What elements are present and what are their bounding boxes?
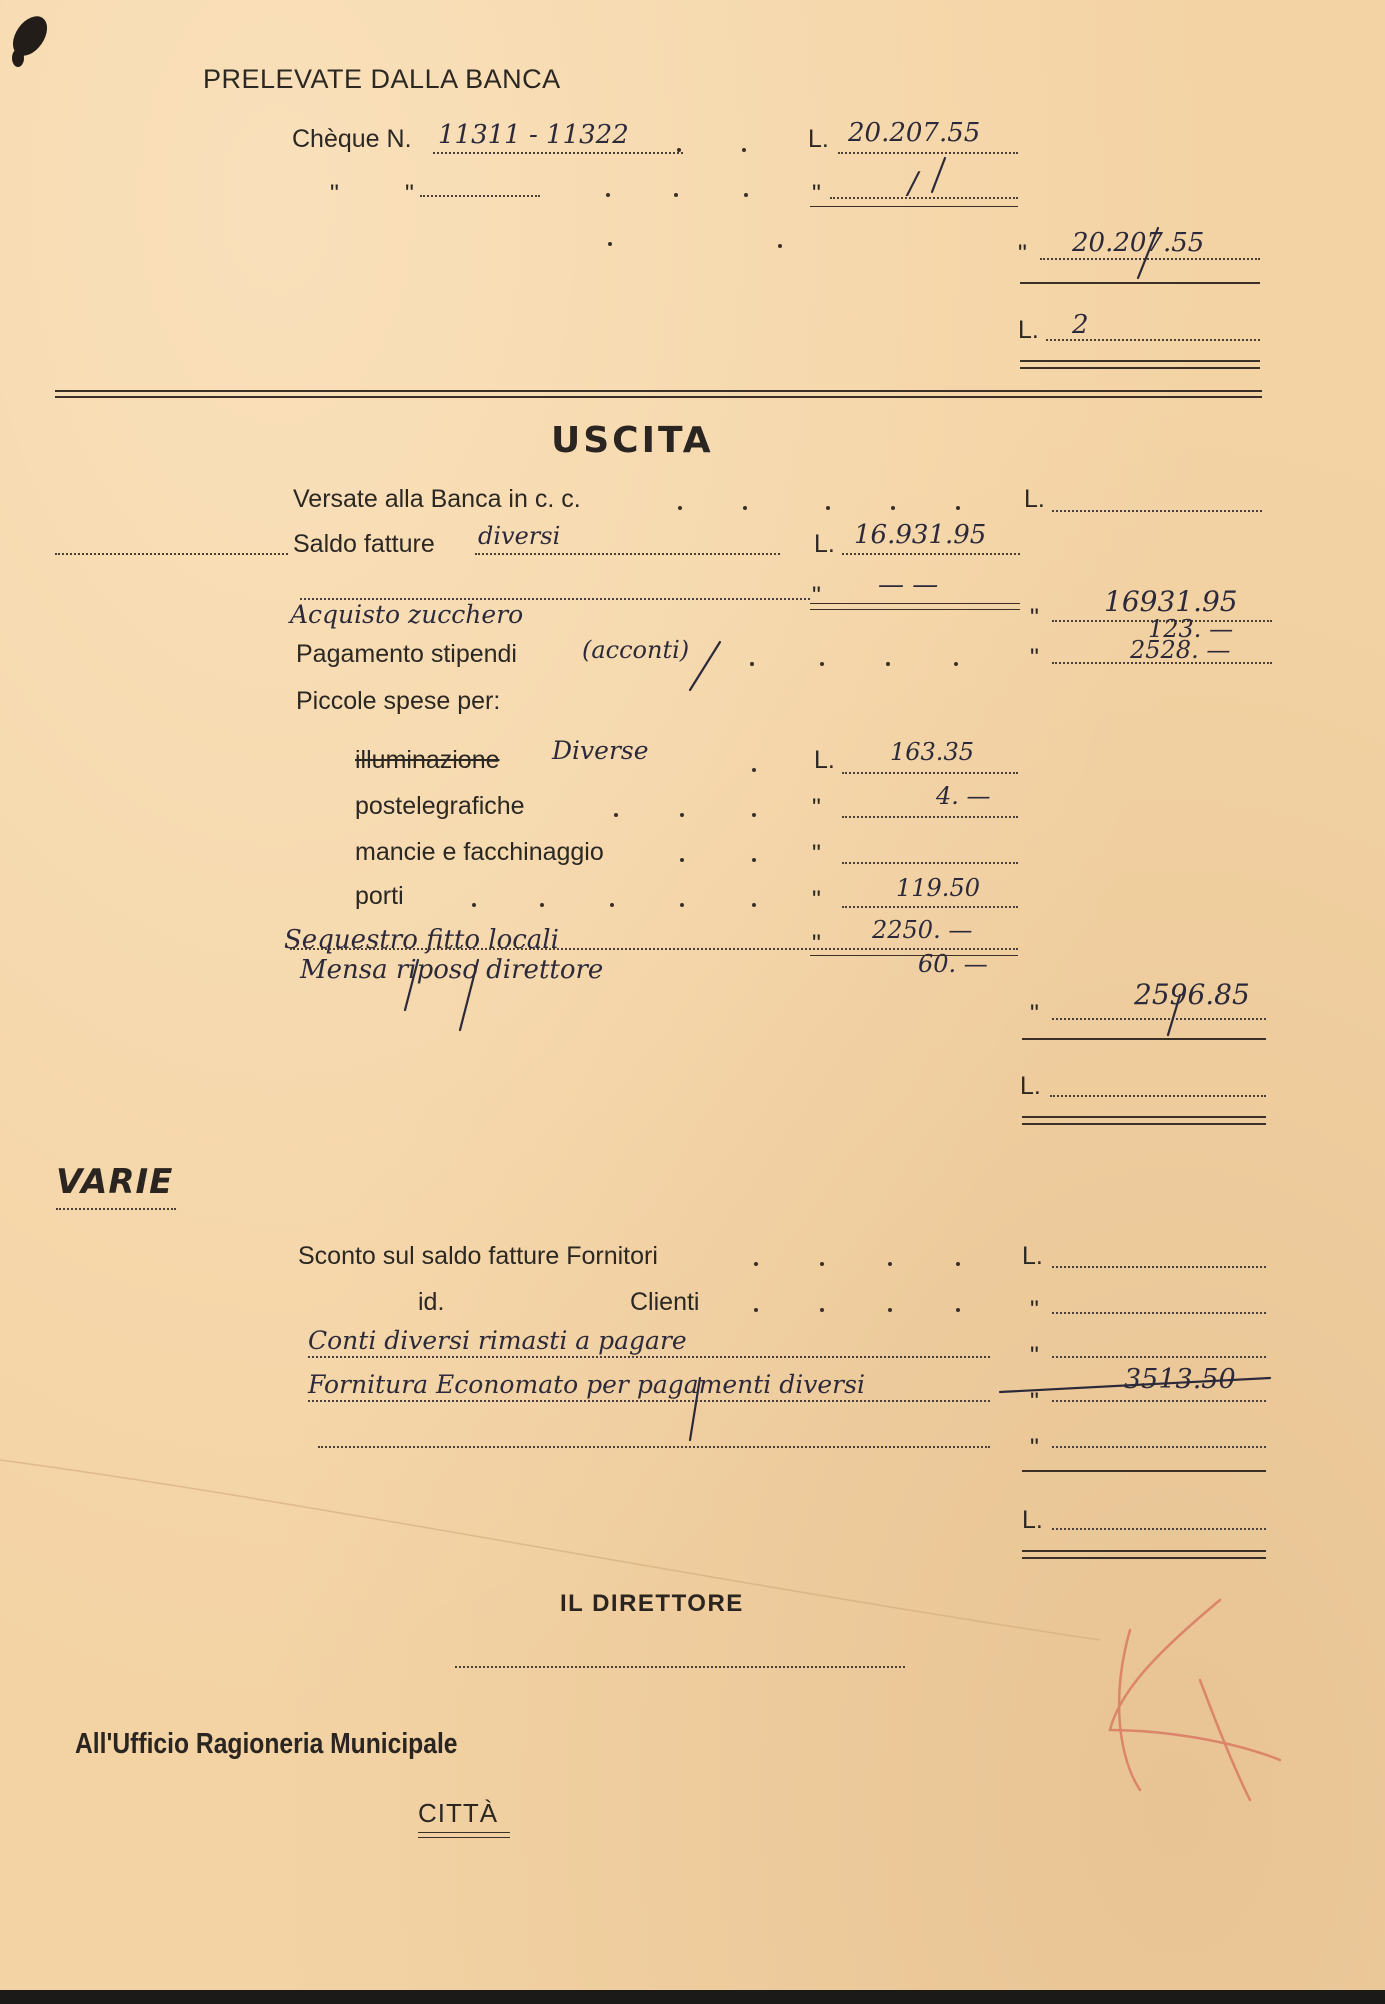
- cheque-amount: 20.207.55: [848, 118, 981, 148]
- pen-stroke: [405, 960, 478, 1030]
- currency-label: L.: [808, 125, 829, 153]
- currency-label: L.: [1022, 1506, 1043, 1534]
- stipendi-label: Pagamento stipendi: [296, 640, 517, 668]
- ditto-mark: ": [1030, 1434, 1039, 1462]
- ditto-mark: ": [812, 930, 821, 958]
- pen-strikethrough: [1000, 1378, 1270, 1392]
- clienti-label: Clienti: [630, 1288, 700, 1316]
- stipendi-note: (acconti): [582, 636, 690, 664]
- ditto-mark: ": [1030, 1388, 1039, 1416]
- extra-item-amount-sequestro: 2250. —: [872, 916, 973, 944]
- piccole-label: Piccole spese per:: [296, 687, 501, 715]
- item-label-mancie: mancie e facchinaggio: [355, 838, 604, 866]
- ditto-mark: ": [405, 180, 414, 208]
- currency-label: L.: [814, 530, 835, 558]
- red-pencil-mark: [1110, 1600, 1280, 1800]
- currency-label: L.: [1018, 316, 1039, 344]
- stipendi-amount: 2528. —: [1130, 636, 1231, 664]
- ditto-mark: ": [812, 582, 821, 610]
- extra-item-amount-mensa: 60. —: [918, 950, 988, 978]
- ditto-mark: ": [1030, 1342, 1039, 1370]
- saldo-total: 16931.95: [1104, 585, 1238, 618]
- pen-stroke: [690, 642, 720, 690]
- cheque-numbers: 11311 - 11322: [438, 120, 629, 150]
- cheque-label: Chèque N.: [292, 125, 412, 153]
- saldo-amount: 16.931.95: [854, 520, 987, 550]
- item-prefix: L.: [814, 746, 835, 774]
- ditto-mark: ": [1030, 644, 1039, 672]
- pen-stroke: [1138, 228, 1158, 278]
- pen-stroke: [1168, 995, 1180, 1035]
- ditto-amount: /: [908, 166, 919, 201]
- ditto-mark: ": [1018, 240, 1027, 268]
- ditto-mark: ": [1030, 1296, 1039, 1324]
- direttore-label: IL DIRETTORE: [560, 1590, 744, 1617]
- ditto-mark: ": [812, 180, 821, 208]
- ditto-mark: ": [1030, 604, 1039, 632]
- varie-note-1: Conti diversi rimasti a pagare: [308, 1326, 687, 1355]
- citta-label: CITTÀ: [418, 1798, 499, 1828]
- extra-item-label-mensa: Mensa riposo direttore: [300, 955, 604, 985]
- acquisto-amount: 123. —: [1148, 615, 1234, 643]
- currency-label: L.: [1020, 1072, 1041, 1100]
- pen-stroke: [932, 158, 945, 192]
- item-prefix: ": [812, 840, 821, 868]
- saldo-label: Saldo fatture: [293, 530, 435, 558]
- item-note-illuminazione: Diverse: [552, 736, 649, 765]
- section-title-varie: VARIE: [56, 1162, 174, 1202]
- id-label: id.: [418, 1288, 445, 1316]
- ink-stain: [6, 10, 54, 67]
- item-label-illuminazione: illuminazione: [355, 746, 500, 774]
- acquisto-note: Acquisto zucchero: [290, 600, 524, 629]
- versate-label: Versate alla Banca in c. c.: [293, 485, 581, 513]
- item-amount-illuminazione: 163.35: [890, 738, 974, 766]
- item-prefix: ": [812, 794, 821, 822]
- prelevate-total: 2: [1072, 310, 1089, 340]
- varie-note-2-amount: 3513.50: [1124, 1364, 1236, 1395]
- item-amount-postelegrafiche: 4. —: [936, 782, 991, 810]
- item-label-porti: porti: [355, 882, 404, 910]
- currency-label: L.: [1022, 1242, 1043, 1270]
- ditto-mark: ": [330, 180, 339, 208]
- item-label-postelegrafiche: postelegrafiche: [355, 792, 525, 820]
- saldo-note: diversi: [478, 522, 561, 550]
- piccole-total: 2596.85: [1134, 978, 1250, 1011]
- item-prefix: ": [812, 886, 821, 914]
- sconto-label: Sconto sul saldo fatture Fornitori: [298, 1242, 658, 1270]
- currency-label: L.: [1024, 485, 1045, 513]
- section-title-prelevate: PRELEVATE DALLA BANCA: [203, 64, 561, 94]
- scan-bottom-edge: [0, 1990, 1385, 2004]
- varie-note-2: Fornitura Economato per pagamenti diversi: [308, 1370, 865, 1399]
- paper-fold-crease: [0, 1460, 1100, 1640]
- prelevate-subtotal: 20.207.55: [1072, 228, 1205, 258]
- item-amount-porti: 119.50: [896, 874, 980, 902]
- saldo-dash: — —: [878, 570, 939, 600]
- ufficio-address: All'Ufficio Ragioneria Municipale: [75, 1728, 458, 1760]
- ditto-mark: ": [1030, 1000, 1039, 1028]
- extra-item-label-sequestro: Sequestro fitto locali: [284, 925, 559, 955]
- pen-stroke: [690, 1378, 700, 1440]
- section-title-uscita: USCITA: [551, 420, 714, 461]
